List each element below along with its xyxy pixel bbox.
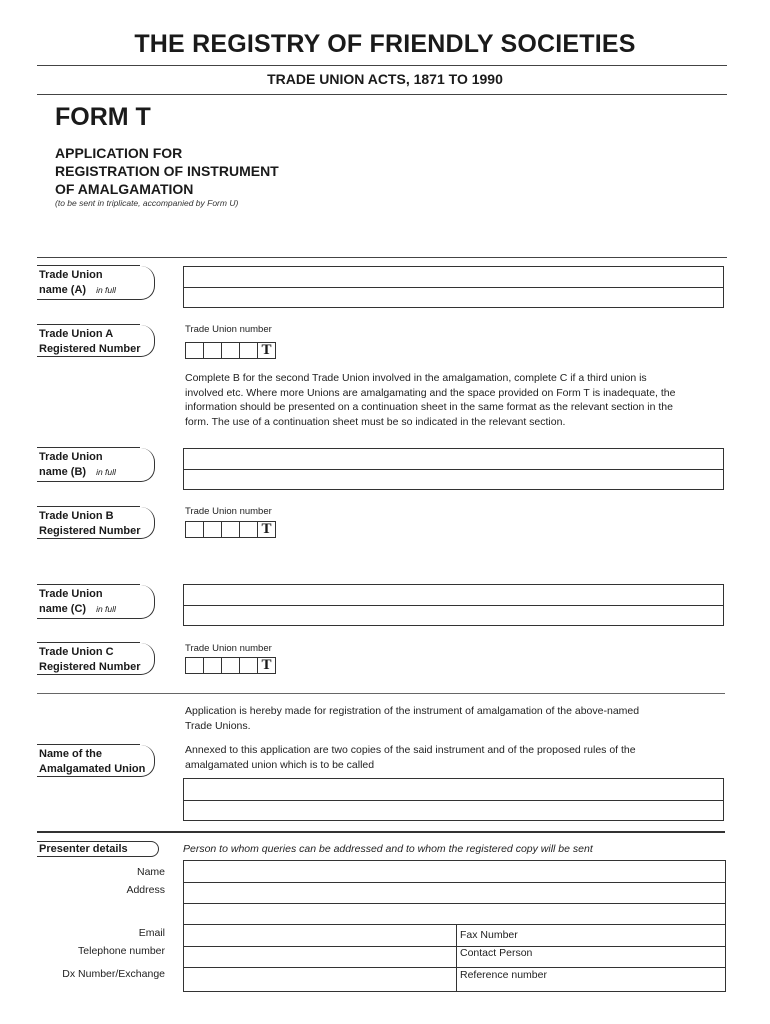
- digit-cell[interactable]: [222, 343, 240, 358]
- t-suffix: T: [261, 521, 272, 537]
- in-full-hint: in full: [96, 285, 116, 295]
- union-a-number-field[interactable]: [185, 342, 276, 359]
- amalgamated-union-label: Name of the Amalgamated Union: [37, 745, 155, 777]
- digit-cell[interactable]: [240, 343, 258, 358]
- application-statement: Application is hereby made for registration of the instrument of amalgamation of the above-named Trade Unions.: [185, 705, 640, 732]
- digit-cell[interactable]: [186, 658, 204, 673]
- presenter-details-label: Presenter details: [37, 841, 159, 857]
- union-b-name-field[interactable]: [183, 448, 724, 490]
- union-a-number-caption: Trade Union number: [185, 324, 272, 335]
- email-field[interactable]: [184, 924, 455, 945]
- union-a-name-label: Trade Union name (A) in full: [37, 266, 155, 300]
- dx-number-field[interactable]: [184, 967, 455, 991]
- digit-cell[interactable]: [204, 343, 222, 358]
- union-c-registered-label: Trade Union C Registered Number: [37, 643, 155, 675]
- digit-cell[interactable]: [240, 522, 258, 537]
- union-b-number-field[interactable]: [185, 521, 276, 538]
- union-c-number-caption: Trade Union number: [185, 643, 272, 654]
- fax-number-label: Fax Number: [460, 929, 518, 941]
- application-title-line: OF AMALGAMATION: [55, 181, 194, 197]
- dx-number-label: Dx Number/Exchange: [62, 968, 165, 980]
- page-title: THE REGISTRY OF FRIENDLY SOCIETIES: [134, 30, 636, 58]
- union-c-name-line-1[interactable]: [184, 585, 723, 606]
- section-divider: [37, 693, 725, 694]
- email-label: Email: [138, 927, 165, 939]
- union-b-name-label: Trade Union name (B) in full: [37, 448, 155, 482]
- digit-cell[interactable]: [186, 343, 204, 358]
- in-full-hint: in full: [96, 467, 116, 477]
- amalgamated-name-line-2[interactable]: [184, 801, 723, 821]
- title-divider: [37, 65, 727, 66]
- t-suffix: T: [261, 342, 272, 358]
- union-b-registered-label: Trade Union B Registered Number: [37, 507, 155, 539]
- union-a-registered-label: Trade Union A Registered Number: [37, 325, 155, 357]
- t-suffix: T: [261, 657, 272, 673]
- name-label: Name: [136, 866, 165, 878]
- address-field[interactable]: [184, 882, 724, 923]
- application-title-line: REGISTRATION OF INSTRUMENT: [55, 163, 279, 179]
- telephone-label: Telephone number: [78, 945, 165, 957]
- amalgamated-name-line-1[interactable]: [184, 779, 723, 801]
- digit-cell[interactable]: [186, 522, 204, 537]
- digit-cell[interactable]: [222, 522, 240, 537]
- in-full-hint: in full: [96, 604, 116, 614]
- page-subtitle: TRADE UNION ACTS, 1871 TO 1990: [267, 71, 503, 87]
- header-section-divider: [37, 257, 727, 258]
- union-c-name-line-2[interactable]: [184, 606, 723, 626]
- telephone-field[interactable]: [184, 946, 455, 966]
- application-title-line: APPLICATION FOR: [55, 145, 183, 161]
- form-name: FORM T: [55, 103, 151, 131]
- union-a-name-field[interactable]: [183, 266, 724, 308]
- presenter-note: Person to whom queries can be addressed and to whom the registered copy will be sent: [183, 843, 593, 855]
- union-a-name-line-1[interactable]: [184, 267, 723, 288]
- address-label: Address: [126, 884, 165, 896]
- subtitle-divider: [37, 94, 727, 95]
- digit-cell[interactable]: [240, 658, 258, 673]
- digit-cell[interactable]: [204, 658, 222, 673]
- triplicate-note: (to be sent in triplicate, accompanied by Form U): [55, 198, 239, 208]
- name-field[interactable]: [184, 861, 724, 881]
- union-a-name-line-2[interactable]: [184, 288, 723, 308]
- application-title: [55, 144, 279, 198]
- union-b-name-line-2[interactable]: [184, 470, 723, 490]
- amalgamated-union-name-field[interactable]: [183, 778, 724, 821]
- contact-person-label: Contact Person: [460, 947, 533, 959]
- union-b-number-caption: Trade Union number: [185, 506, 272, 517]
- reference-number-label: Reference number: [460, 969, 547, 981]
- union-c-number-field[interactable]: [185, 657, 276, 674]
- continuation-instructions: Complete B for the second Trade Union involved in the amalgamation, complete C if a third union is involved etc. Where more Unions are amalgamating and the space provided on Form T is inadequate, the information should be presented on a continuation sheet in the same format as the relevant section in the form. The use of a continuation sheet must be so indicated in the relevant section.: [185, 372, 676, 428]
- union-b-name-line-1[interactable]: [184, 449, 723, 470]
- presenter-divider: [37, 831, 725, 833]
- digit-cell[interactable]: [204, 522, 222, 537]
- union-c-name-field[interactable]: [183, 584, 724, 626]
- union-c-name-label: Trade Union name (C) in full: [37, 585, 155, 619]
- annexed-statement: Annexed to this application are two copies of the said instrument and of the proposed rules of the amalgamated union which is to be called: [185, 744, 636, 771]
- digit-cell[interactable]: [222, 658, 240, 673]
